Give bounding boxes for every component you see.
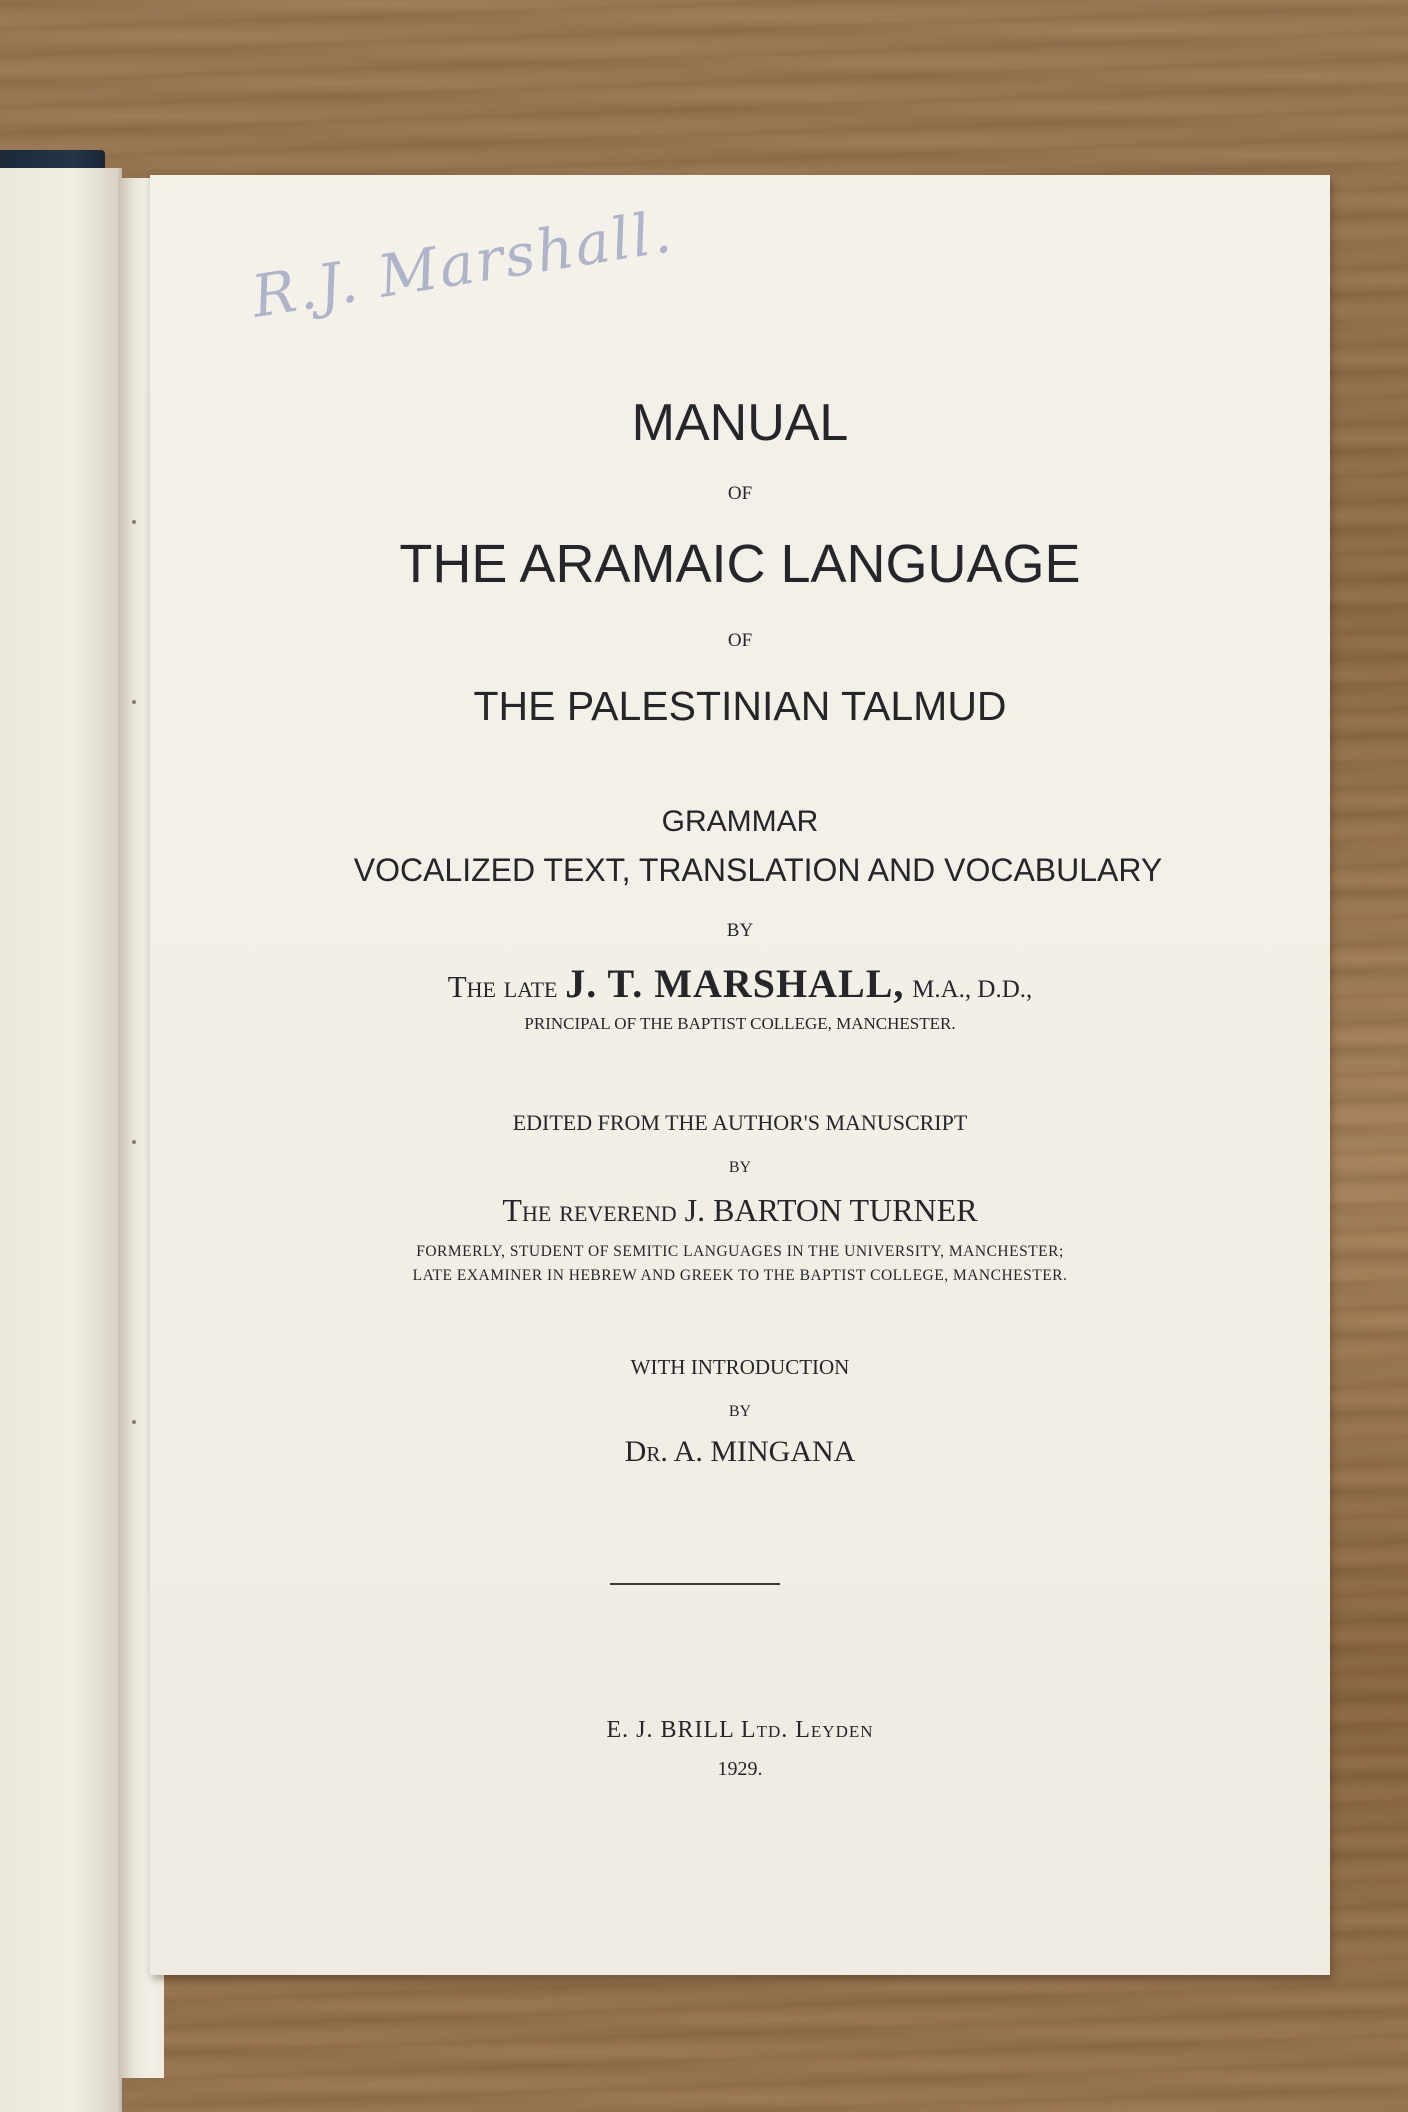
title-source: THE PALESTINIAN TALMUD [473, 683, 1007, 729]
title-of-2: OF [727, 630, 753, 651]
author-prefix: The late [447, 969, 558, 1004]
binding-stitch [132, 1420, 136, 1424]
editor-credit-2: LATE EXAMINER IN HEBREW AND GREEK TO THE BAPTIST COLLEGE, MANCHESTER. [412, 1267, 1068, 1284]
author-line [150, 960, 1330, 1007]
title-main: MANUAL [631, 394, 849, 452]
editor-by: BY [728, 1159, 752, 1176]
editor-intro: EDITED FROM THE AUTHOR'S MANUSCRIPT [512, 1110, 968, 1135]
introduction-intro: WITH INTRODUCTION [630, 1355, 850, 1379]
binding-stitch [132, 700, 136, 704]
title-of-1: OF [727, 483, 753, 504]
divider-rule [610, 1583, 780, 1585]
left-page [0, 168, 122, 2112]
introduction-name: Dr. A. MINGANA [624, 1435, 856, 1468]
publisher-name: E. J. BRILL Ltd. Leyden [606, 1717, 874, 1743]
contents-line-1: GRAMMAR [661, 805, 819, 838]
author-position: PRINCIPAL OF THE BAPTIST COLLEGE, MANCHESTER. [524, 1014, 956, 1033]
editor-credit-1: FORMERLY, STUDENT OF SEMITIC LANGUAGES IN THE UNIVERSITY, MANCHESTER; [416, 1243, 1064, 1260]
binding-stitch [132, 520, 136, 524]
author-by: BY [726, 920, 754, 941]
handwritten-signature: R.J. Marshall. [247, 197, 678, 331]
title-subject: THE ARAMAIC LANGUAGE [399, 534, 1081, 594]
introduction-by: BY [728, 1403, 752, 1420]
binding-stitch [132, 1140, 136, 1144]
editor-name: The reverend J. BARTON TURNER [502, 1192, 978, 1228]
publisher-year: 1929. [717, 1758, 763, 1780]
contents-line-2: VOCALIZED TEXT, TRANSLATION AND VOCABULARY [353, 852, 1163, 888]
author-name: J. T. MARSHALL, [565, 961, 905, 1006]
author-degrees: M.A., D.D., [912, 976, 1033, 1003]
title-page [150, 175, 1330, 1975]
